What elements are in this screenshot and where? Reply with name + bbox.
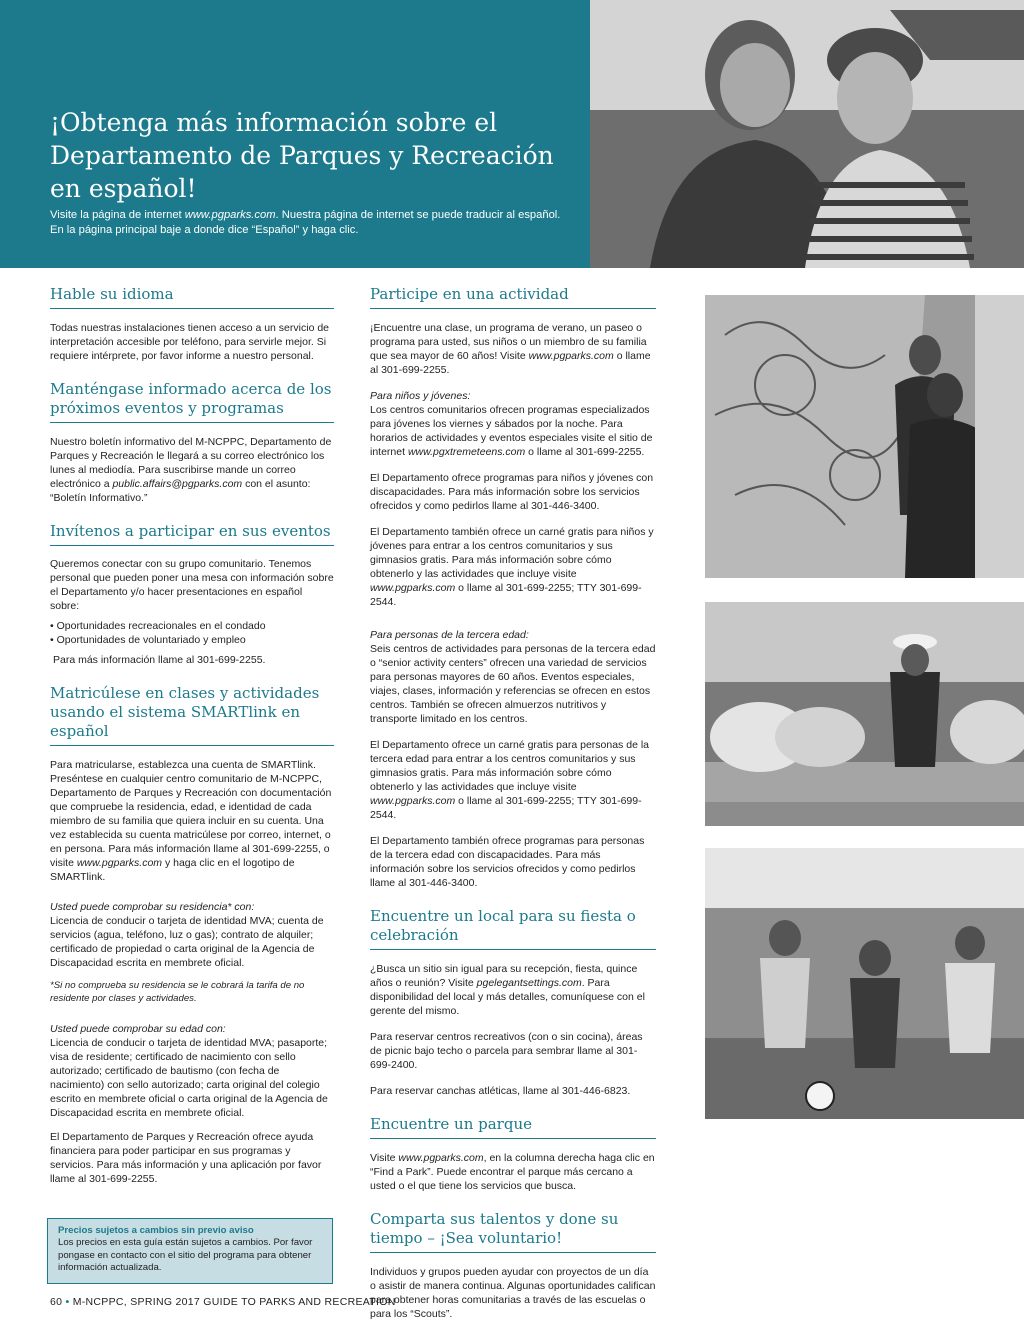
text-canchas: Para reservar canchas atléticas, llame al 301-446-6823.	[370, 1085, 631, 1097]
page-title: ¡Obtenga más información sobre el Departamento de Parques y Recreación en español!	[50, 108, 554, 203]
youth-disab-text: El Departamento ofrece programas para niños y jóvenes con discapacidades. Para más información sobre los servicios ofrecidos y como pedirlos llame al 301-446-3400.	[370, 472, 654, 512]
heading-local: Encuentre un local para su fiesta o celebración	[370, 907, 656, 950]
senior-card-text	[370, 738, 656, 822]
heading-parque: Encuentre un parque	[370, 1115, 656, 1139]
pgparks-link[interactable]: www.pgparks.com	[398, 1152, 484, 1164]
text-participe-b: o llame al 301-699-2255.	[370, 350, 651, 376]
price-notice-title: Precios sujetos a cambios sin previo aviso	[58, 1225, 254, 1236]
youth-card-text	[370, 525, 656, 609]
list-item: • Oportunidades recreacionales en el condado	[50, 619, 334, 633]
header-banner	[0, 0, 590, 268]
footer-separator: •	[65, 1296, 70, 1308]
intro-text-end: . Nuestra página de internet se puede traducir al español. En la página principal baje a donde dice “Español” y haga clic.	[50, 209, 561, 236]
page-number: 60	[50, 1296, 63, 1308]
text-informado-b: con el asunto: “Boletín Informativo.”	[50, 478, 311, 504]
text-invitenos: Queremos conectar con su grupo comunitario. Tenemos personal que pueden poner una mesa con información sobre el Departamento y/o hacer presentaciones en español sobre:	[50, 558, 334, 612]
intro-link[interactable]: www.pgparks.com	[184, 209, 276, 221]
text-participe	[370, 321, 656, 377]
left-column	[50, 285, 334, 1186]
footer-text: M-NCPPC, SPRING 2017 GUIDE TO PARKS AND RECREATION	[72, 1296, 396, 1308]
youth-card-a: El Departamento también ofrece un carné gratis para niños y jóvenes para entrar a los centros comunitarios y sus gimnasios gratis. Para más información sobre cómo obtenerlo y las actividades que incluye visite	[370, 526, 654, 580]
text-local-a: ¿Busca un sitio sin igual para su recepción, fiesta, quince años o reunión? Visite	[370, 963, 638, 989]
senior-card-a: El Departamento ofrece un carné gratis para personas de la tercera edad para entrar a los centros comunitarios y sus gimnasios gratis. Para más información sobre cómo obtenerlo y las actividades que incluye visite	[370, 739, 649, 793]
text-informado	[50, 435, 334, 505]
text-mas-info: Para más información llame al 301-699-2255.	[53, 654, 266, 666]
text-hable: Todas nuestras instalaciones tienen acceso a un servicio de interpretación accesible por teléfono, para servirle mejor. Si requiere intérprete, por favor informe a nuestro personal.	[50, 322, 329, 362]
photo-two-women	[590, 0, 1024, 268]
text-matriculese-a: Para matricularse, establezca una cuenta de SMARTlink. Preséntese en cualquier centro comunitario de M-NCPPC, Departamento de Parques y Recreación con documentación que compruebe la residencia, edad, e identidad de cada miembro de su familia que quiera incluir en su cuenta. Una vez establecida su cuenta matricúlese por correo, internet, o en persona. Para más información llame al 301-699-2255, o visite	[50, 759, 332, 869]
heading-participe: Participe en una actividad	[370, 285, 656, 309]
pgparks-link[interactable]: www.pgparks.com	[370, 795, 456, 807]
senior-card-b: o llame al 301-699-2255; TTY 301-699-2544.	[370, 795, 642, 821]
heading-voluntario: Comparta sus talentos y done su tiempo – ¡Sea voluntario!	[370, 1210, 656, 1253]
photo-mural-painting	[705, 295, 1024, 578]
email-link[interactable]: public.affairs@pgparks.com	[112, 478, 243, 490]
text-local	[370, 962, 656, 1018]
text-parque	[370, 1151, 656, 1193]
middle-column	[370, 285, 656, 1321]
youth-title: Para niños y jóvenes:	[370, 390, 471, 402]
aid-text: El Departamento de Parques y Recreación ofrece ayuda financiera para poder participar en sus programas y servicios. Para más información y una aplicación por favor llame al 301-699-2255.	[50, 1131, 322, 1185]
text-informado-a: Nuestro boletín informativo del M-NCPPC, Departamento de Parques y Recreación le llegará a su correo electrónico los lunes al mediodía. Para suscribirse mande un correo electrónico a	[50, 436, 332, 490]
residence-title: Usted puede comprobar su residencia* con:	[50, 901, 255, 913]
text-matriculese	[50, 758, 334, 884]
pgparks-link[interactable]: www.pgparks.com	[76, 857, 163, 869]
senior-disab-text: El Departamento también ofrece programas para personas de la tercera edad con discapacidades. Para más información sobre los servicios ofrecidos y como pedirlos llame al 301-446-3400.	[370, 835, 645, 889]
elegantsettings-link[interactable]: pgelegantsettings.com	[476, 977, 582, 989]
page-footer	[50, 1296, 396, 1308]
youth-text-a: Los centros comunitarios ofrecen programas especializados para jóvenes los viernes y sábados por la noche. Para horarios de actividades y eventos especiales visite el sitio de internet	[370, 404, 653, 458]
senior-title: Para personas de la tercera edad:	[370, 629, 529, 641]
list-item: • Oportunidades de voluntariado y empleo	[50, 633, 334, 647]
text-matriculese-b: y haga clic en el logotipo de SMARTlink.	[50, 857, 295, 883]
heading-hable: Hable su idioma	[50, 285, 334, 309]
residence-text: Licencia de conducir o tarjeta de identidad MVA; cuenta de servicios (agua, teléfono, luz o gas); contrato de alquiler; certificado de propiedad o carta original de la Agencia de Discapacidad escrita en membrete oficial.	[50, 915, 324, 969]
heading-matriculese: Matricúlese en clases y actividades usando el sistema SMARTlink en español	[50, 684, 334, 746]
age-title: Usted puede comprobar su edad con:	[50, 1023, 226, 1035]
text-parque-b: , en la columna derecha haga clic en “Find a Park”. Puede encontrar el parque más cercano a usted o el que tiene los servicios que busca.	[370, 1152, 655, 1192]
banner-intro	[50, 208, 570, 238]
text-picnic: Para reservar centros recreativos (con o sin cocina), áreas de picnic bajo techo o parcela para sembrar llame al 301-699-2400.	[370, 1031, 643, 1071]
list-oportunidades	[50, 619, 334, 647]
youth-text	[370, 403, 656, 459]
price-notice-text: Los precios en esta guía están sujetos a cambios. Por favor pongase en contacto con el sitio del programa para obtener información actualizada.	[58, 1237, 313, 1273]
heading-informado: Manténgase informado acerca de los próximos eventos y programas	[50, 380, 334, 423]
text-local-b: . Para disponibilidad del local y más detalles, comuníquese con el gerente del mismo.	[370, 977, 645, 1017]
age-text: Licencia de conducir o tarjeta de identidad MVA; pasaporte; visa de residente; certificado de nacimiento con sello autorizado; certificado de bautismo (con fecha de nacimiento) con sello autorizado; carta original del colegio escrito en membrete oficial o carta original de la Agencia de Discapacidad escrita en membrete oficial.	[50, 1037, 328, 1119]
photo-kids-soccer	[705, 848, 1024, 1119]
intro-text: Visite la página de internet	[50, 209, 185, 221]
youth-card-b: o llame al 301-699-2255; TTY 301-699-2544.	[370, 582, 642, 608]
text-participe-a: ¡Encuentre una clase, un programa de verano, un paseo o programa para usted, sus niños o un miembro de su familia que sea mayor de 60 años! Visite	[370, 322, 647, 362]
text-voluntario: Individuos y grupos pueden ayudar con proyectos de un día o asistir de manera continua. Algunas oportunidades califican para obtener horas comunitarias a través de las escuelas o para los “Scouts”.	[370, 1266, 656, 1320]
text-parque-a: Visite	[370, 1152, 399, 1164]
residence-note: *Si no comprueba su residencia se le cobrará la tarifa de no residente por clases y actividades.	[50, 980, 305, 1004]
youth-text-b: o llame al 301-699-2255.	[525, 446, 645, 458]
senior-text: Seis centros de actividades para personas de la tercera edad o “senior activity centers” ofrecen una variedad de servicios para personas mayores de 60 años. Eventos especiales, viajes, clases, información y referencias se ofrecen en estos centros. También se ofrecen almuerzos nutritivos y transporte limitado en los centros.	[370, 643, 656, 725]
price-notice-box	[47, 1218, 333, 1284]
photo-folk-dancers	[705, 602, 1024, 826]
xtremeteens-link[interactable]: www.pgxtremeteens.com	[407, 446, 526, 458]
pgparks-link[interactable]: www.pgparks.com	[528, 350, 614, 362]
pgparks-link[interactable]: www.pgparks.com	[370, 582, 456, 594]
heading-invitenos: Invítenos a participar en sus eventos	[50, 522, 334, 546]
